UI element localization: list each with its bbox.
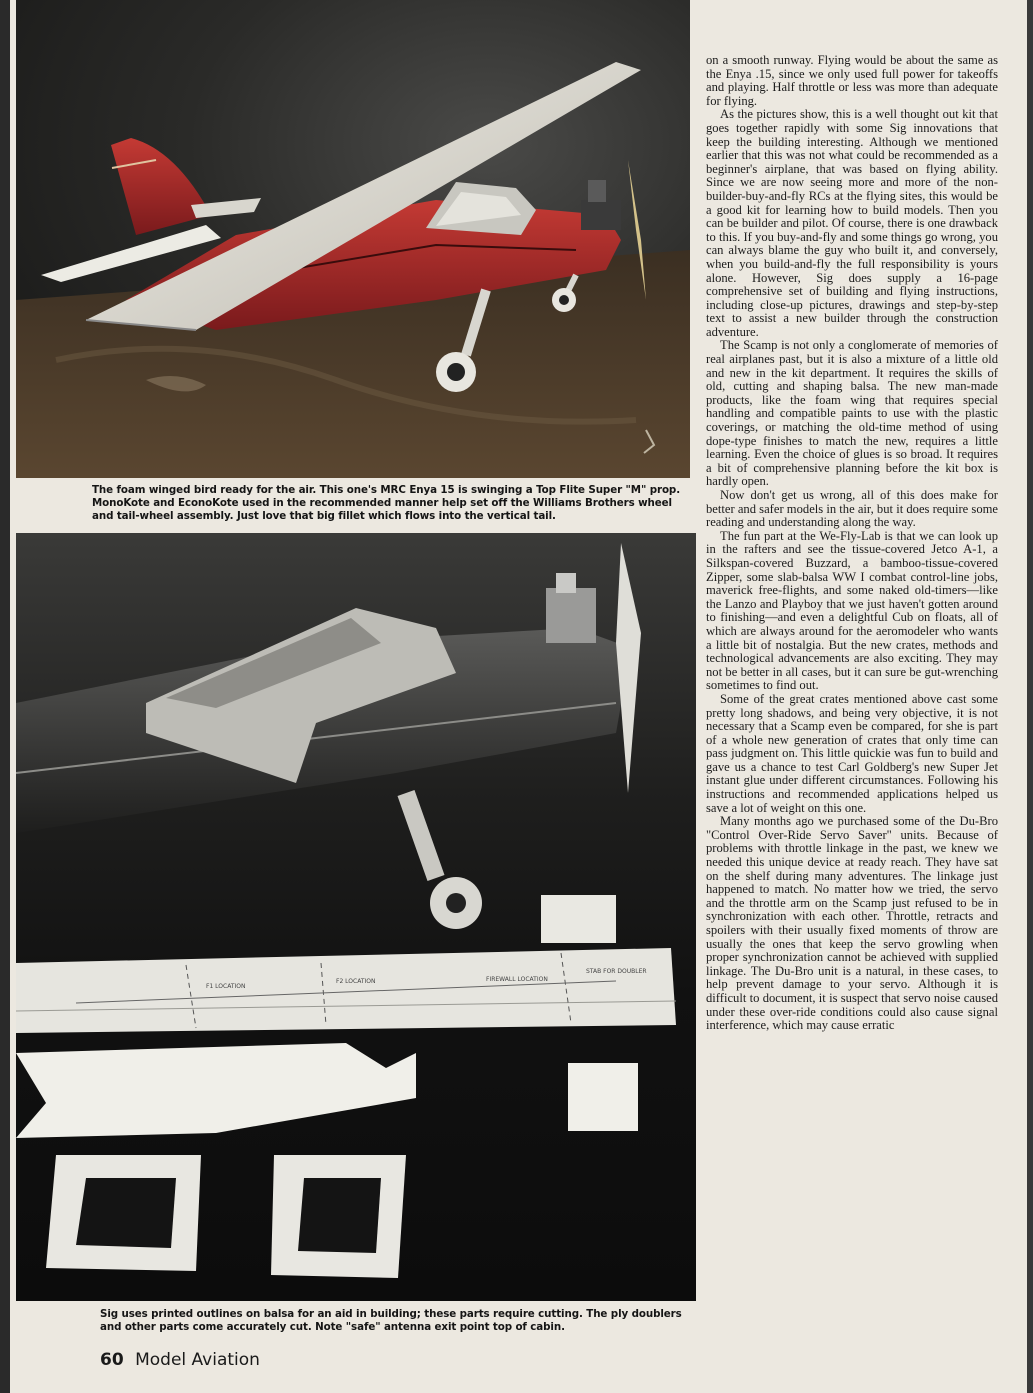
- red-airplane-illustration: [16, 0, 690, 478]
- article-paragraph: The Scamp is not only a conglomerate of memories of real airplanes past, but it is also a mixture of a little old and new in the kit department. It requires the skills of old, cutting and shaping balsa. The new man-made products, like the foam wing that requires special handling and compatible paints to use with the plastic coverings, or matching the old-time method of using dope-type finishes to match the new, requires a little learning. Even the choice of glues is so broad. It requires a bit of comprehensive planning before the kit box is hardly open.: [706, 338, 998, 489]
- publication-name: Model Aviation: [135, 1350, 260, 1370]
- photo-bottom-caption: Sig uses printed outlines on balsa for an aid in building; these parts require cutting. The ply doublers and other parts come accurately cut. Note "safe" antenna exit point top of cabin.: [100, 1308, 682, 1333]
- balsa-label-3: FIREWALL LOCATION: [486, 976, 548, 983]
- article-paragraph: Many months ago we purchased some of the Du-Bro "Control Over-Ride Servo Saver" units. Because of problems with throttle linkage in the past, we knew we needed this unique device at ready reach. They have sat on the shelf during many adventures. The linkage just happened to match. No matter how we tried, the servo and the throttle arm on the Scamp just refused to be in synchronization with each other. Throttle, retracts and spoilers with their usually fixed moments of throw are usually the ones that keep the servo growling when proper synchronization cannot be achieved with supplied linkage. The Du-Bro unit is a natural, in these cases, to help prevent damage to your servo. Although it is difficult to document, it is suspect that servo noise caused under these over-ride conditions could also cause signal interference, which may cause erratic: [706, 814, 998, 1033]
- photo-balsa-parts: [16, 533, 696, 1301]
- photo-top-caption: The foam winged bird ready for the air. This one's MRC Enya 15 is swinging a Top Flite Super "M" prop. MonoKote and EconoKote used in the recommended manner help set off the Williams Brothers wheel and tail-wheel assembly. Just love that big fillet which flows into the vertical tail.: [92, 484, 681, 522]
- page-footer: [100, 1350, 260, 1370]
- page-number: 60: [100, 1350, 124, 1370]
- balsa-label-2: F2 LOCATION: [336, 978, 376, 985]
- article-paragraph: As the pictures show, this is a well thought out kit that goes together rapidly with some Sig innovations that keep the building interesting. Although we mentioned earlier that this was not what could be recommended as a beginner's airplane, that was based on flying ability. Since we are now seeing more and more of the non-builder-buy-and-fly RCs at the flying sites, this would be a good kit for learning how to build models. Then you can be builder and pilot. Of course, there is one drawback to this. If you buy-and-fly and some things go wrong, you can always blame the guy who built it, and conversely, when you build-and-fly the full responsibility is yours alone. However, Sig does supply a 16-page comprehensive set of building and flying instructions, including close-up pictures, drawings and step-by-step text to assist a new builder through the construction adventure.: [706, 107, 998, 339]
- balsa-label-1: F1 LOCATION: [206, 983, 246, 990]
- article-paragraph: The fun part at the We-Fly-Lab is that we can look up in the rafters and see the tissue-covered Jetco A-1, a Silkspan-covered Buzzard, a bamboo-tissue-covered Zipper, some slab-balsa WW I combat control-line jobs, maverick free-flights, and some naked old-timers—like the Lanzo and Playboy that we just haven't gotten around to finishing—and even a delightful Cub on floats, all of which are always around for the aeromodeler who wants a little bit of nostalgia. But the new crates, methods and technological advancements are also exciting. They may not be better in all cases, but it can sure be gut-wrenching sometimes to find out.: [706, 528, 998, 693]
- page-binding-edge: [0, 0, 10, 1393]
- balsa-parts-illustration: [16, 533, 696, 1301]
- balsa-label-4: STAB FOR DOUBLER: [586, 968, 647, 975]
- article-column: [706, 54, 998, 1350]
- article-paragraph: Some of the great crates mentioned above cast some pretty long shadows, and being very objective, it is not necessary that a Scamp even be compared, for she is part of a whole new generation of crates that only time can pass judgment on. This little quickie was fun to build and gave us a chance to test Carl Goldberg's new Super Jet instant glue under different circumstances. Following his instructions and recommended applications helped us save a lot of weight on this one.: [706, 691, 998, 815]
- page-right-edge: [1027, 0, 1033, 1393]
- photo-red-airplane: [16, 0, 690, 478]
- article-paragraph: Now don't get us wrong, all of this does make for better and safer models in the air, but it does require some reading and understanding along the way.: [706, 488, 998, 530]
- article-paragraph: on a smooth runway. Flying would be about the same as the Enya .15, since we only used full power for takeoffs and playing. Half throttle or less was more than adequate for flying.: [706, 54, 998, 108]
